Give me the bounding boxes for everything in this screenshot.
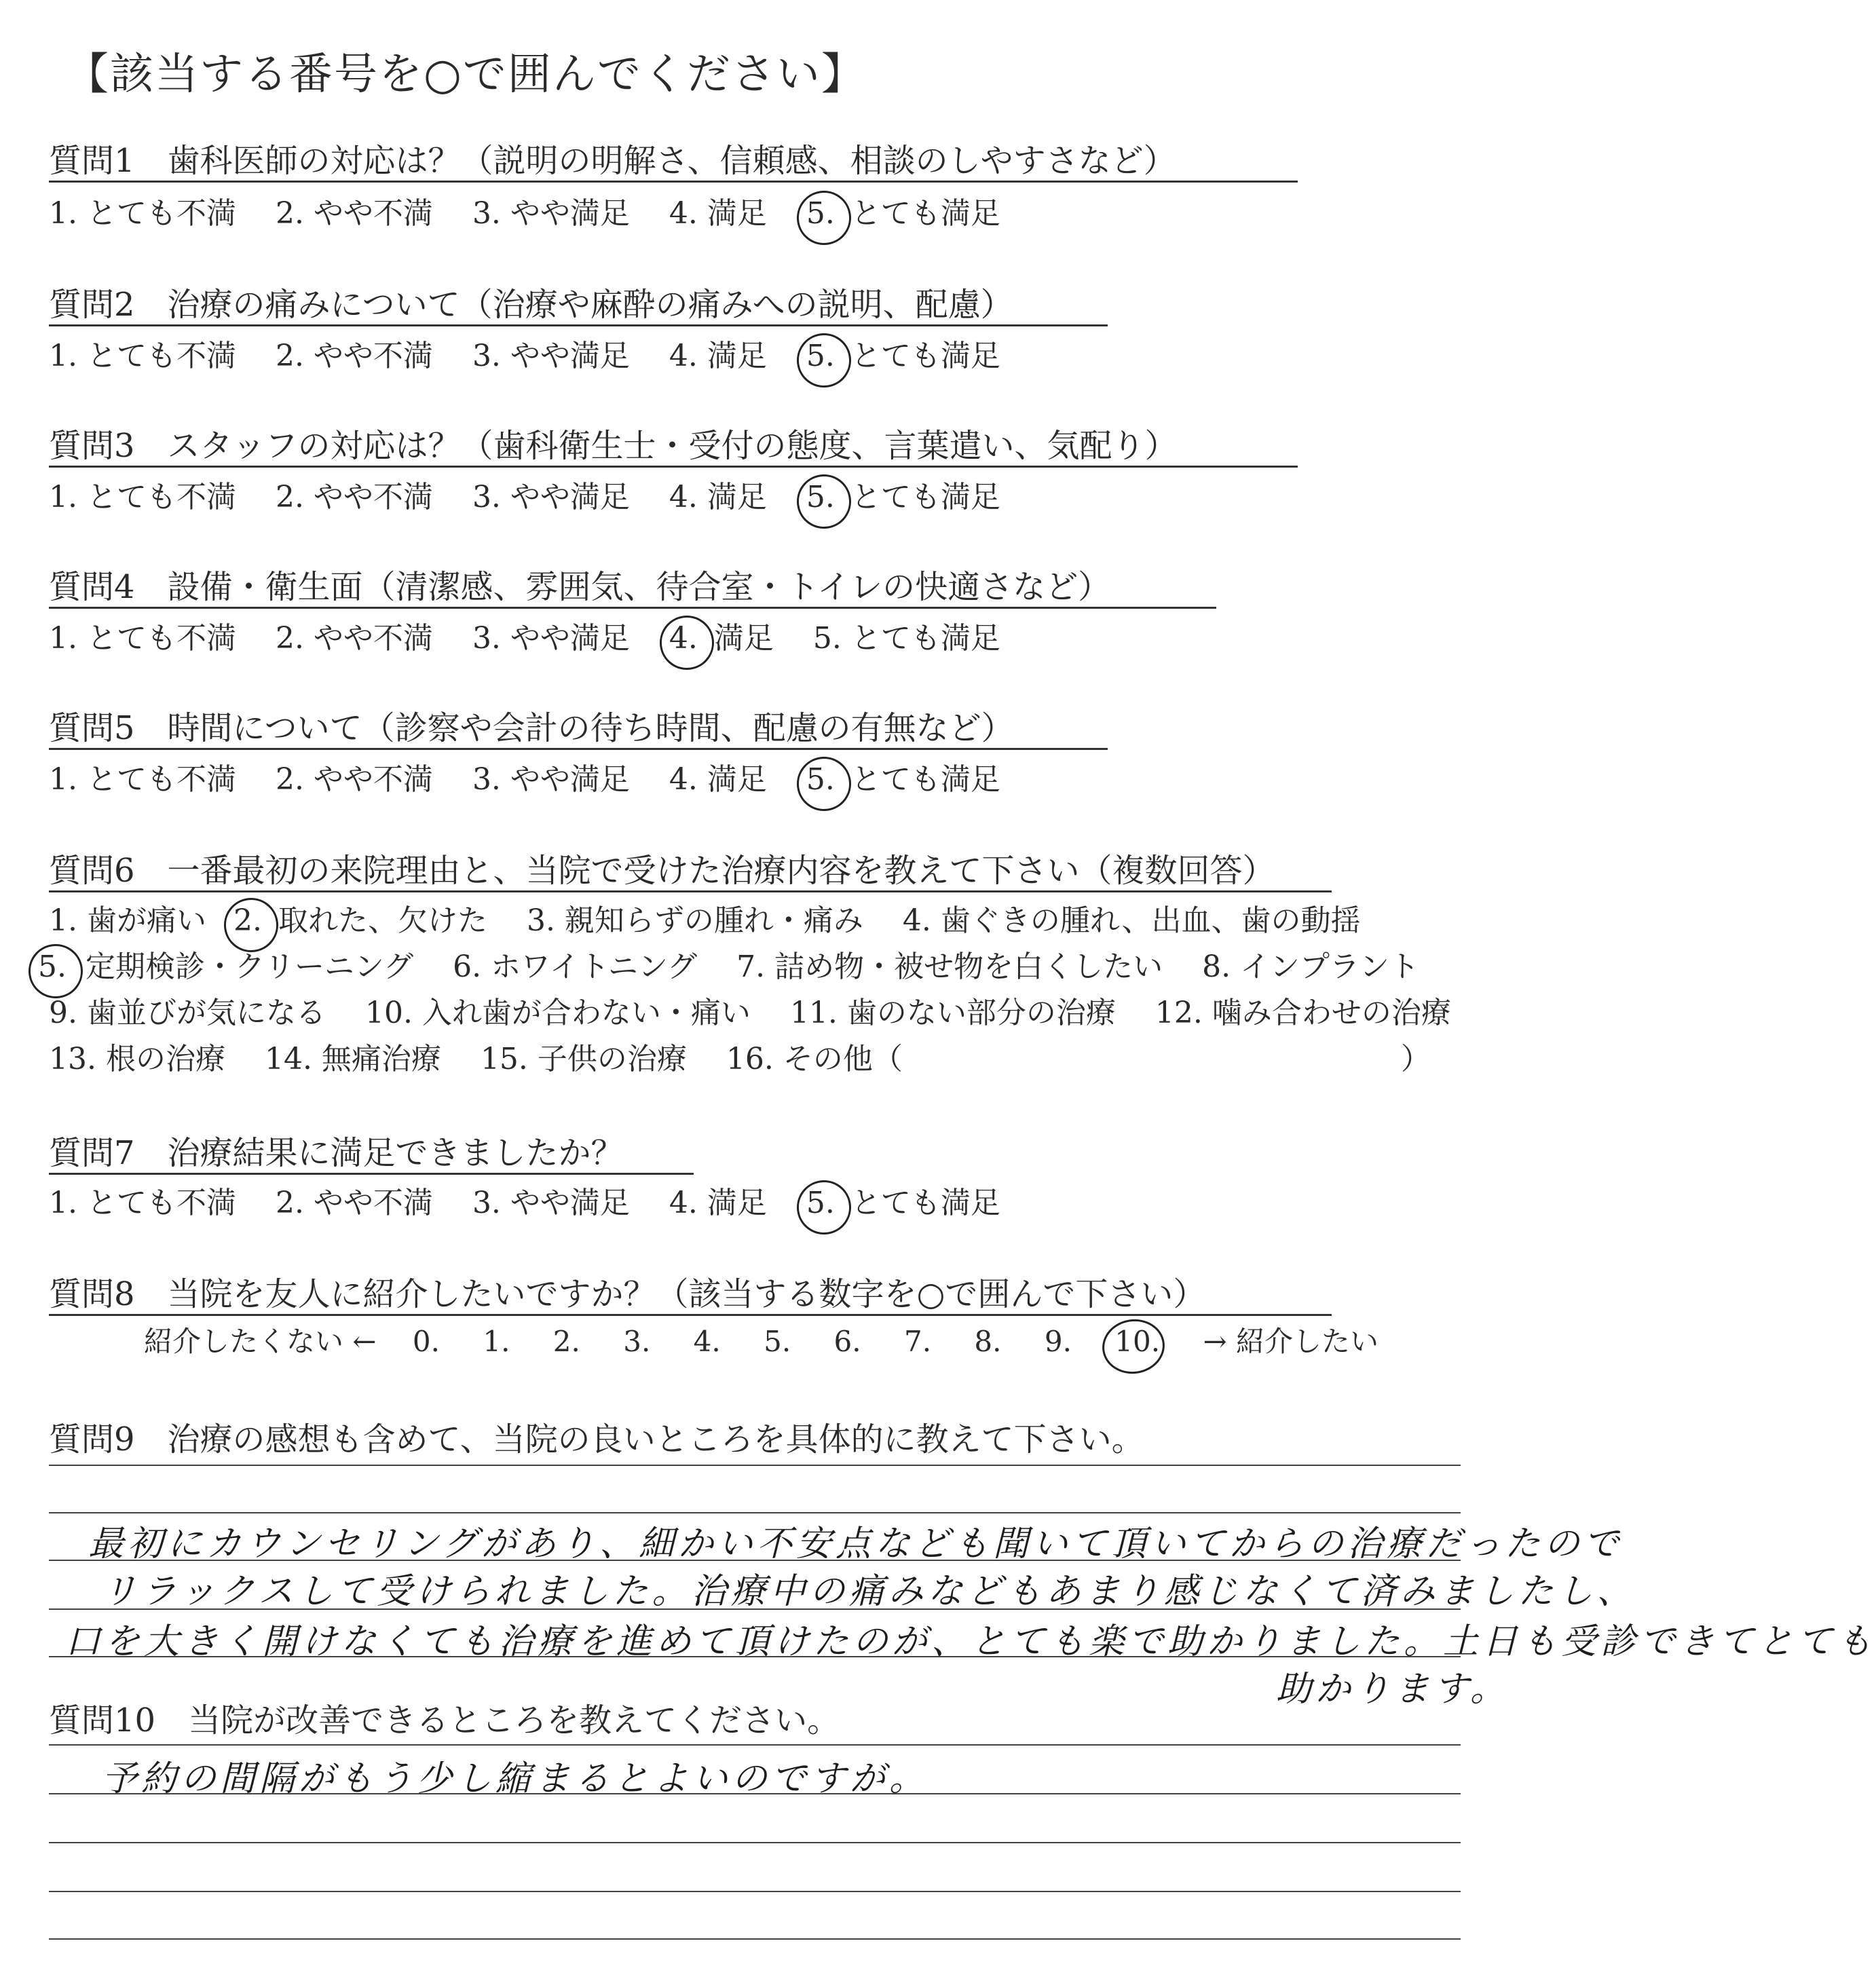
q1-option-5-circled[interactable]: 5. bbox=[806, 196, 835, 231]
q1-option-4[interactable]: 4. 満足 bbox=[669, 196, 767, 231]
q1-option-5-label: とても満足 bbox=[850, 196, 1000, 231]
q2-option-4[interactable]: 4. 満足 bbox=[669, 339, 767, 373]
question-2-underline bbox=[49, 324, 1108, 326]
q7-option-5-circled[interactable]: 5. bbox=[806, 1186, 835, 1220]
question-8-scale bbox=[144, 1319, 1412, 1360]
question-6-row-4 bbox=[49, 1034, 1461, 1078]
q3-option-1[interactable]: 1. とても不満 bbox=[49, 480, 236, 514]
q10-rule-3 bbox=[49, 1842, 1461, 1843]
q7-option-1[interactable]: 1. とても不満 bbox=[49, 1186, 236, 1220]
question-4-options bbox=[49, 614, 1030, 657]
q8-left-label: 紹介したくない ← bbox=[144, 1325, 377, 1358]
question-8-title: 質問8 当院を友人に紹介したいですか？（該当する数字を○で囲んで下さい） bbox=[49, 1275, 1206, 1313]
question-10-title: 質問10 当院が改善できるところを教えてください。 bbox=[49, 1701, 840, 1739]
q1-option-1[interactable]: 1. とても不満 bbox=[49, 196, 236, 231]
question-3-underline bbox=[49, 466, 1298, 468]
q1-option-2[interactable]: 2. やや不満 bbox=[275, 196, 433, 231]
question-2-options bbox=[49, 331, 1030, 375]
question-6-row-1 bbox=[49, 896, 1391, 939]
q9-handwritten-line-2: リラックスして受けられました。治療中の痛みなどもあまり感じなくて済みましたし、 bbox=[102, 1571, 1636, 1612]
question-2-title: 質問2 治療の痛みについて（治療や麻酔の痛みへの説明、配慮） bbox=[49, 286, 1013, 324]
question-7-title: 質問7 治療結果に満足できましたか？ bbox=[49, 1134, 624, 1172]
q8-option-7[interactable]: 7. bbox=[903, 1325, 932, 1358]
q5-option-3[interactable]: 3. やや満足 bbox=[472, 762, 630, 797]
q10-rule-5 bbox=[49, 1938, 1461, 1940]
q6-option-14[interactable]: 14. 無痛治療 bbox=[264, 1042, 441, 1076]
q8-option-4[interactable]: 4. bbox=[693, 1325, 721, 1358]
q4-option-1[interactable]: 1. とても不満 bbox=[49, 621, 236, 656]
q8-option-3[interactable]: 3. bbox=[623, 1325, 651, 1358]
question-6-title: 質問6 一番最初の来院理由と、当院で受けた治療内容を教えて下さい（複数回答） bbox=[49, 852, 1275, 890]
q8-option-10-circled[interactable]: 10. bbox=[1114, 1325, 1161, 1358]
q6-option-11[interactable]: 11. 歯のない部分の治療 bbox=[789, 996, 1116, 1030]
q6-option-1[interactable]: 1. 歯が痛い bbox=[49, 903, 206, 938]
question-6-underline bbox=[49, 890, 1332, 892]
q5-option-5-label: とても満足 bbox=[850, 762, 1000, 797]
q2-option-1[interactable]: 1. とても不満 bbox=[49, 339, 236, 373]
q2-option-5-circled[interactable]: 5. bbox=[806, 339, 835, 373]
question-8-underline bbox=[49, 1314, 1332, 1316]
q9-rule-1 bbox=[49, 1465, 1461, 1466]
q2-option-2[interactable]: 2. やや不満 bbox=[275, 339, 433, 373]
question-7-underline bbox=[49, 1173, 694, 1175]
q9-handwritten-line-1: 最初にカウンセリングがあり、細かい不安点なども聞いて頂いてからの治療だったので bbox=[88, 1524, 1623, 1564]
q4-option-5[interactable]: 5. とても満足 bbox=[812, 621, 1000, 656]
q5-option-2[interactable]: 2. やや不満 bbox=[275, 762, 433, 797]
q3-option-3[interactable]: 3. やや満足 bbox=[472, 480, 630, 514]
q6-option-7[interactable]: 7. 詰め物・被せ物を白くしたい bbox=[736, 949, 1163, 984]
q10-rule-4 bbox=[49, 1891, 1461, 1892]
q6-option-5-label: 定期検診・クリーニング bbox=[85, 949, 414, 984]
question-9-title: 質問9 治療の感想も含めて、当院の良いところを具体的に教えて下さい。 bbox=[49, 1420, 1144, 1458]
page-title: 【該当する番号を○で囲んでください】 bbox=[65, 50, 866, 100]
q6-option-6[interactable]: 6. ホワイトニング bbox=[453, 949, 698, 984]
question-6-row-3 bbox=[49, 988, 1481, 1032]
question-7-options bbox=[49, 1178, 1030, 1222]
q3-option-5-label: とても満足 bbox=[850, 480, 1000, 514]
q5-option-4[interactable]: 4. 満足 bbox=[669, 762, 767, 797]
q8-option-8[interactable]: 8. bbox=[974, 1325, 1002, 1358]
q7-option-5-label: とても満足 bbox=[850, 1186, 1000, 1220]
question-3-title: 質問3 スタッフの対応は？（歯科衛生士・受付の態度、言葉遣い、気配り） bbox=[49, 427, 1178, 465]
question-4-underline bbox=[49, 607, 1216, 609]
q1-option-3[interactable]: 3. やや満足 bbox=[472, 196, 630, 231]
q3-option-4[interactable]: 4. 満足 bbox=[669, 480, 767, 514]
q7-option-4[interactable]: 4. 満足 bbox=[669, 1186, 767, 1220]
question-5-underline bbox=[49, 748, 1108, 750]
question-1-options bbox=[49, 189, 1030, 232]
q8-option-9[interactable]: 9. bbox=[1044, 1325, 1072, 1358]
q6-option-13[interactable]: 13. 根の治療 bbox=[49, 1042, 225, 1076]
q6-option-2-label: 取れた、欠けた bbox=[278, 903, 487, 938]
q9-rule-2 bbox=[49, 1512, 1461, 1513]
q7-option-3[interactable]: 3. やや満足 bbox=[472, 1186, 630, 1220]
q6-option-3[interactable]: 3. 親知らずの腫れ・痛み bbox=[526, 903, 863, 938]
q6-option-15[interactable]: 15. 子供の治療 bbox=[480, 1042, 687, 1076]
q4-option-2[interactable]: 2. やや不満 bbox=[275, 621, 433, 656]
question-1-title: 質問1 歯科医師の対応は？（説明の明解さ、信頼感、相談のしやすさなど） bbox=[49, 142, 1176, 180]
q8-option-1[interactable]: 1. bbox=[483, 1325, 510, 1358]
question-3-options bbox=[49, 472, 1030, 516]
q3-option-5-circled[interactable]: 5. bbox=[806, 480, 835, 514]
q8-option-5[interactable]: 5. bbox=[764, 1325, 791, 1358]
q6-option-16[interactable]: 16. その他（ bbox=[726, 1042, 903, 1076]
q6-option-4[interactable]: 4. 歯ぐきの腫れ、出血、歯の動揺 bbox=[902, 903, 1361, 938]
q4-option-4-circled[interactable]: 4. bbox=[669, 621, 698, 656]
question-1-underline bbox=[49, 181, 1298, 183]
question-4-title: 質問4 設備・衛生面（清潔感、雰囲気、待合室・トイレの快適さなど） bbox=[49, 568, 1111, 606]
q4-option-4-label: 満足 bbox=[713, 621, 774, 656]
q6-option-9[interactable]: 9. 歯並びが気になる bbox=[49, 996, 326, 1030]
q6-option-10[interactable]: 10. 入れ歯が合わない・痛い bbox=[364, 996, 751, 1030]
q10-rule-1 bbox=[49, 1744, 1461, 1746]
q2-option-5-label: とても満足 bbox=[850, 339, 1000, 373]
q6-option-12[interactable]: 12. 噛み合わせの治療 bbox=[1155, 996, 1451, 1030]
q2-option-3[interactable]: 3. やや満足 bbox=[472, 339, 630, 373]
q6-option-16-close: ） bbox=[1400, 1042, 1431, 1076]
q7-option-2[interactable]: 2. やや不満 bbox=[275, 1186, 433, 1220]
q4-option-3[interactable]: 3. やや満足 bbox=[472, 621, 630, 656]
q9-handwritten-line-3: 口を大きく開けなくても治療を進めて頂けたのが、とても楽で助かりました。土日も受診できてとても bbox=[65, 1621, 1876, 1662]
question-5-title: 質問5 時間について（診察や会計の待ち時間、配慮の有無など） bbox=[49, 709, 1014, 747]
q5-option-5-circled[interactable]: 5. bbox=[806, 762, 835, 797]
q3-option-2[interactable]: 2. やや不満 bbox=[275, 480, 433, 514]
q6-option-2-circled[interactable]: 2. bbox=[233, 903, 262, 938]
question-5-options bbox=[49, 755, 1030, 798]
q8-option-6[interactable]: 6. bbox=[833, 1325, 861, 1358]
q8-right-label: → 紹介したい bbox=[1203, 1325, 1378, 1358]
q8-option-2[interactable]: 2. bbox=[552, 1325, 580, 1358]
q6-option-8[interactable]: 8. インプラント bbox=[1202, 949, 1420, 984]
question-6-row-2 bbox=[38, 942, 1449, 985]
q6-option-5-circled[interactable]: 5. bbox=[38, 949, 67, 984]
q9-handwritten-line-4: 助かります。 bbox=[1276, 1669, 1509, 1710]
q10-handwritten-line-1: 予約の間隔がもう少し縮まるとよいのですが。 bbox=[102, 1758, 929, 1799]
q8-option-0[interactable]: 0. bbox=[412, 1325, 440, 1358]
q5-option-1[interactable]: 1. とても不満 bbox=[49, 762, 236, 797]
